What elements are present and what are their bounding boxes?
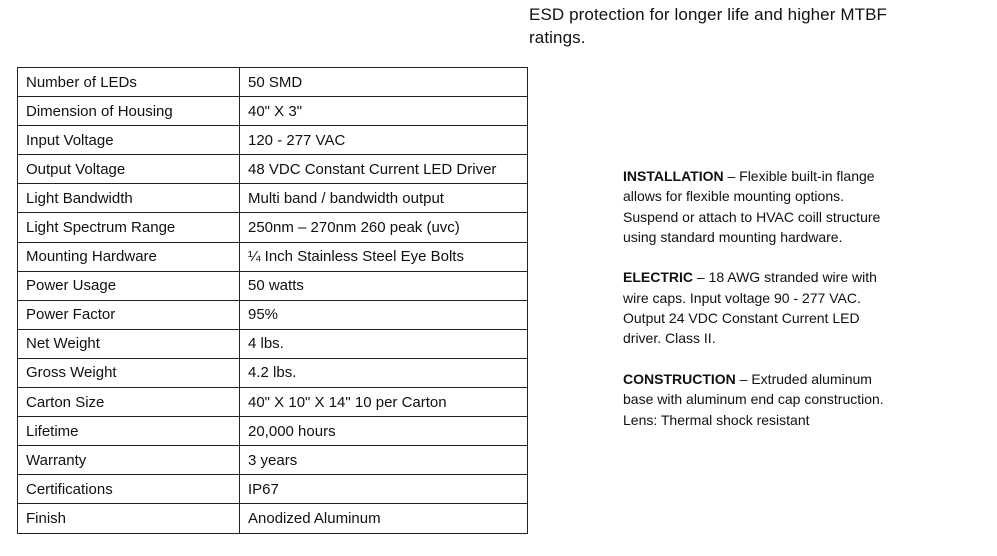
table-row [18, 388, 528, 417]
table-row [18, 475, 528, 504]
spec-label: Lifetime [18, 417, 240, 446]
table-row [18, 504, 528, 533]
spec-value: IP67 [240, 475, 528, 504]
table-row [18, 417, 528, 446]
spec-value: 40" X 10" X 14" 10 per Carton [240, 388, 528, 417]
table-row [18, 155, 528, 184]
spec-value: 250nm – 270nm 260 peak (uvc) [240, 213, 528, 242]
spec-value: Anodized Aluminum [240, 504, 528, 533]
spec-value: 50 SMD [240, 68, 528, 97]
spec-label: Light Spectrum Range [18, 213, 240, 242]
table-row [18, 300, 528, 329]
installation-heading: INSTALLATION [623, 168, 724, 184]
spec-label: Carton Size [18, 388, 240, 417]
spec-label: Net Weight [18, 329, 240, 358]
table-row [18, 446, 528, 475]
spec-value: ¼ Inch Stainless Steel Eye Bolts [240, 242, 528, 271]
table-row [18, 213, 528, 242]
spec-value: 120 - 277 VAC [240, 126, 528, 155]
feature-descriptions [623, 166, 898, 450]
spec-label: Finish [18, 504, 240, 533]
spec-value: Multi band / bandwidth output [240, 184, 528, 213]
installation-paragraph [623, 166, 898, 247]
table-row [18, 358, 528, 387]
table-row [18, 242, 528, 271]
spec-value: 95% [240, 300, 528, 329]
spec-label: Input Voltage [18, 126, 240, 155]
spec-label: Output Voltage [18, 155, 240, 184]
spec-label: Number of LEDs [18, 68, 240, 97]
table-row [18, 97, 528, 126]
spec-label: Power Usage [18, 271, 240, 300]
table-row [18, 126, 528, 155]
esd-protection-note: ESD protection for longer life and higher MTBF ratings. [529, 5, 887, 47]
table-row [18, 271, 528, 300]
specifications-table [17, 67, 528, 534]
spec-value: 20,000 hours [240, 417, 528, 446]
spec-label: Mounting Hardware [18, 242, 240, 271]
electric-heading: ELECTRIC [623, 269, 693, 286]
spec-value: 4.2 lbs. [240, 358, 528, 387]
construction-text: – Extruded aluminum base with aluminum end cap construction. Lens: Thermal shock resistant [623, 370, 884, 428]
spec-value: 50 watts [240, 271, 528, 300]
spec-value: 48 VDC Constant Current LED Driver [240, 155, 528, 184]
installation-text: – Flexible built-in flange allows for flexible mounting options. Suspend or attach to HVAC coill structure using standard mounting hardware. [623, 168, 881, 245]
spec-label: Warranty [18, 446, 240, 475]
table-row [18, 329, 528, 358]
construction-heading: CONSTRUCTION [623, 370, 736, 387]
spec-value: 40" X 3" [240, 97, 528, 126]
spec-label: Gross Weight [18, 358, 240, 387]
spec-value: 4 lbs. [240, 329, 528, 358]
construction-paragraph [623, 369, 898, 430]
spec-value: 3 years [240, 446, 528, 475]
electric-text: – 18 AWG stranded wire with wire caps. Input voltage 90 - 277 VAC. Output 24 VDC Constant Current LED driver. Class II. [623, 269, 877, 347]
spec-label: Power Factor [18, 300, 240, 329]
table-row [18, 68, 528, 97]
table-row [18, 184, 528, 213]
electric-paragraph [623, 267, 898, 348]
spec-label: Certifications [18, 475, 240, 504]
spec-label: Dimension of Housing [18, 97, 240, 126]
spec-label: Light Bandwidth [18, 184, 240, 213]
